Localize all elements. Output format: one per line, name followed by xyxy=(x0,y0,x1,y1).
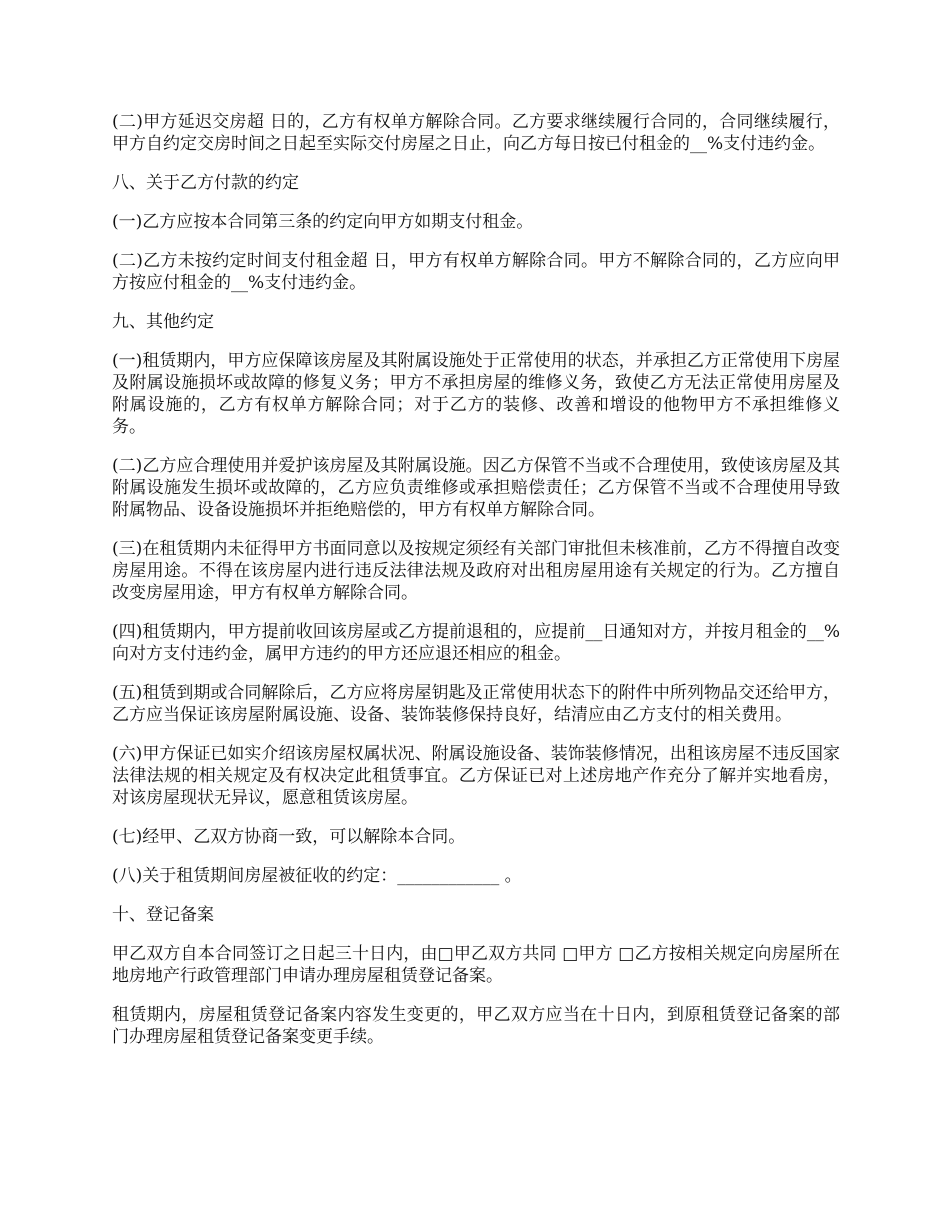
section-8-heading: 八、关于乙方付款的约定 xyxy=(112,173,299,193)
clause-9-5: (五)租赁到期或合同解除后，乙方应将房屋钥匙及正常使用状态下的附件中所列物品交还给甲方，乙方应当保证该房屋附属设施、设备、装饰装修保持良好，结清应由乙方支付的相关费用。 xyxy=(112,683,840,725)
section-9-heading: 九、其他约定 xyxy=(112,312,214,332)
clause-9-6: (六)甲方保证已如实介绍该房屋权属状况、附属设施设备、装饰装修情况，出租该房屋不违反国家法律法规的相关规定及有权决定此租赁事宜。乙方保证已对上述房地产作充分了解并实地看房，对该房屋现状无异议，愿意租赁该房屋。 xyxy=(112,744,840,808)
registration-paragraph-1: 甲乙双方自本合同签订之日起三十日内，由□甲乙双方共同 □甲方 □乙方按相关规定向房屋所在地房地产行政管理部门申请办理房屋租赁登记备案。 xyxy=(112,944,840,986)
clause-8-2: (二)乙方未按约定时间支付租金超 日，甲方有权单方解除合同。甲方不解除合同的，乙方应向甲方按应付租金的__%支付违约金。 xyxy=(112,251,840,293)
clause-8-1: (一)乙方应按本合同第三条的约定向甲方如期支付租金。 xyxy=(112,212,534,232)
clause-9-2: (二)乙方应合理使用并爱护该房屋及其附属设施。因乙方保管不当或不合理使用，致使该房屋及其附属设施发生损坏或故障的，乙方应负责维修或承担赔偿责任；乙方保管不当或不合理使用导致附属物品、设备设施损坏并拒绝赔偿的，甲方有权单方解除合同。 xyxy=(112,456,840,520)
registration-paragraph-2: 租赁期内，房屋租赁登记备案内容发生变更的，甲乙双方应当在十日内，到原租赁登记备案的部门办理房屋租赁登记备案变更手续。 xyxy=(112,1005,840,1047)
clause-9-1: (一)租赁期内，甲方应保障该房屋及其附属设施处于正常使用的状态，并承担乙方正常使用下房屋及附属设施损坏或故障的修复义务；甲方不承担房屋的维修义务，致使乙方无法正常使用房屋及附属设施的，乙方有权单方解除合同；对于乙方的装修、改善和增设的他物甲方不承担维修义务。 xyxy=(112,351,840,437)
clause-9-3: (三)在租赁期内未征得甲方书面同意以及按规定须经有关部门审批但未核准前，乙方不得擅自改变房屋用途。不得在该房屋内进行违反法律法规及政府对出租房屋用途有关规定的行为。乙方擅自改变房屋用途，甲方有权单方解除合同。 xyxy=(112,539,840,603)
clause-9-4: (四)租赁期内，甲方提前收回该房屋或乙方提前退租的，应提前__日通知对方，并按月租金的__%向对方支付违约金，属甲方违约的甲方还应退还相应的租金。 xyxy=(112,622,840,664)
section-10-heading: 十、登记备案 xyxy=(112,905,214,925)
clause-9-7: (七)经甲、乙双方协商一致，可以解除本合同。 xyxy=(112,827,466,847)
document-body xyxy=(112,111,840,1065)
clause-8-2-delivery-delay: (二)甲方延迟交房超 日的，乙方有权单方解除合同。乙方要求继续履行合同的，合同继续履行，甲方自约定交房时间之日起至实际交付房屋之日止，向乙方每日按已付租金的__%支付违约金。 xyxy=(112,112,840,154)
clause-9-8: (八)关于租赁期间房屋被征收的约定：____________ 。 xyxy=(112,866,522,886)
